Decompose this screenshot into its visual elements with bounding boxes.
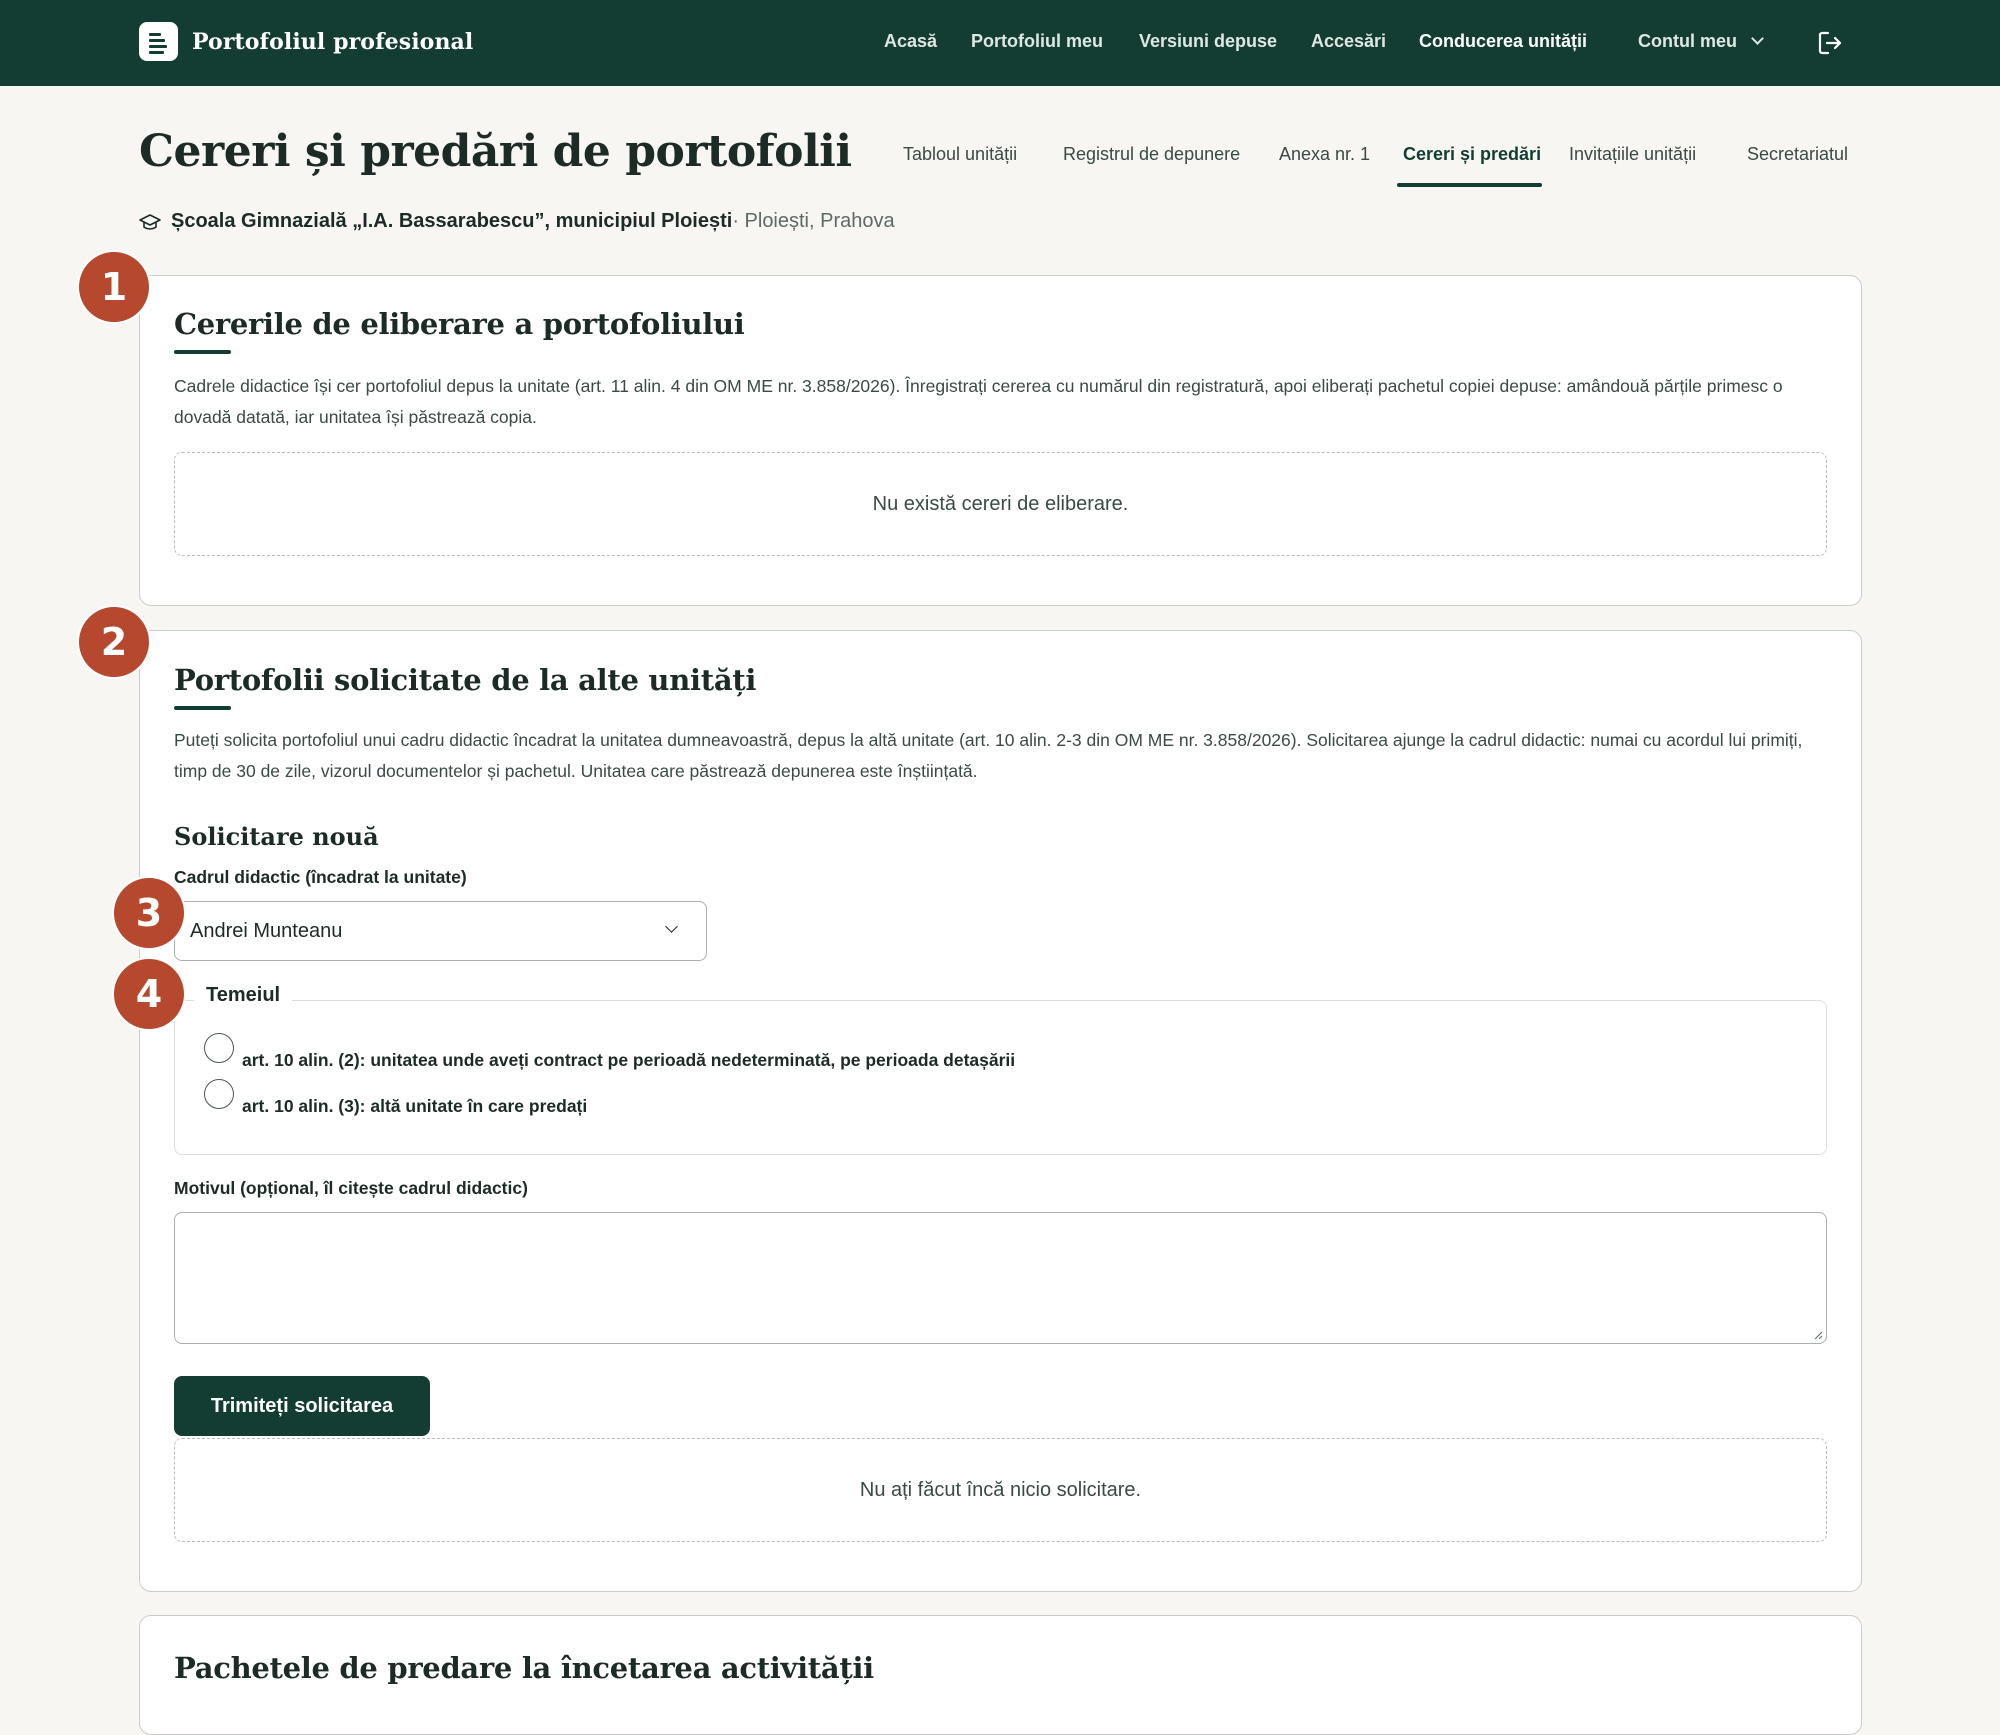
graduation-cap-icon (139, 213, 161, 231)
radio-label: art. 10 alin. (3): altă unitate în care predați (242, 1095, 588, 1116)
tab-requests-handovers[interactable]: Cereri și predări (1403, 144, 1542, 164)
document-icon (139, 22, 178, 61)
resize-grip-icon[interactable] (1813, 1330, 1823, 1340)
new-request-heading: Solicitare nouă (174, 822, 379, 851)
tab-submission-register[interactable]: Registrul de depunere (1063, 144, 1241, 164)
radio-button[interactable] (204, 1079, 234, 1109)
tab-secretariat[interactable]: Secretariatul (1747, 144, 1849, 164)
empty-state-text: Nu ați făcut încă nicio solicitare. (859, 1478, 1142, 1501)
teacher-label: Cadrul didactic (încadrat la unitate) (174, 867, 467, 887)
chevron-down-icon (1751, 32, 1764, 45)
portfolio-requests-title: Portofolii solicitate de la alte unități (174, 663, 757, 697)
release-requests-empty-state (174, 452, 1827, 556)
reason-textarea[interactable] (174, 1212, 1827, 1344)
nav-my-account[interactable] (1638, 31, 1762, 52)
page-title: Cereri și predări de portofolii (139, 126, 852, 177)
active-tab-indicator (1397, 183, 1542, 187)
brand[interactable] (139, 22, 473, 61)
top-navigation-bar (0, 0, 2000, 86)
tab-unit-invitations[interactable]: Invitațiile unității (1569, 144, 1697, 164)
step-badge: 1 (79, 252, 149, 322)
handover-packages-card (139, 1615, 1862, 1735)
step-badge: 2 (79, 607, 149, 677)
basis-option-art10-3[interactable] (204, 1085, 587, 1115)
nav-accesses[interactable]: Accesări (1311, 31, 1387, 51)
portfolio-requests-card (139, 630, 1862, 1592)
release-requests-title: Cererile de eliberare a portofoliului (174, 307, 745, 341)
basis-fieldset (174, 1000, 1827, 1155)
portfolio-requests-description: Puteți solicita portofoliul unui cadru didactic încadrat la unitatea dumneavoastră, depus la altă unitate (art. 10 alin. 2-3 din OM ME nr. 3.858/2026). Solicitarea ajunge la cadrul didactic: numai cu acordul lui primiți, timp de 30 de zile, vizorul documentelor și pachetul. Unitatea care păstrează depunerea este înștiințată. (174, 730, 1803, 781)
teacher-select-value: Andrei Munteanu (190, 919, 343, 942)
step-badge: 3 (114, 878, 184, 948)
logout-icon[interactable] (1816, 29, 1844, 57)
tab-annex-1[interactable]: Anexa nr. 1 (1279, 144, 1371, 164)
nav-home[interactable]: Acasă (884, 31, 938, 51)
handover-packages-title: Pachetele de predare la încetarea activității (174, 1651, 874, 1685)
release-requests-description: Cadrele didactice își cer portofoliul depus la unitate (art. 11 alin. 4 din OM ME nr. 3.858/2026). Înregistrați cererea cu numărul din registratură, apoi eliberați pachetul copiei depuse: amândouă părțile primesc o dovadă datată, iar unitatea își păstrează copia. (174, 376, 1783, 427)
title-underline (174, 706, 231, 710)
submit-request-button[interactable]: Trimiteți solicitarea (174, 1376, 430, 1436)
release-requests-card (139, 275, 1862, 606)
chevron-down-icon (665, 920, 678, 933)
basis-option-art10-2[interactable] (204, 1039, 1015, 1069)
nav-my-account-label: Contul meu (1638, 31, 1737, 51)
school-info (139, 210, 895, 233)
title-underline (174, 350, 231, 354)
basis-legend: Temeiul (194, 984, 292, 1007)
nav-unit-management[interactable]: Conducerea unității (1419, 31, 1588, 51)
radio-button[interactable] (204, 1033, 234, 1063)
requests-empty-state (174, 1438, 1827, 1542)
empty-state-text: Nu există cereri de eliberare. (872, 492, 1129, 515)
step-badge: 4 (114, 959, 184, 1029)
school-location: · Ploiești, Prahova (732, 210, 895, 232)
brand-name: Portofoliul profesional (192, 28, 474, 55)
radio-label: art. 10 alin. (2): unitatea unde aveți contract pe perioadă nedeterminată, pe perioada detașării (242, 1049, 1016, 1070)
nav-submitted-versions[interactable]: Versiuni depuse (1139, 31, 1278, 51)
nav-my-portfolio[interactable]: Portofoliul meu (971, 31, 1103, 51)
tab-unit-dashboard[interactable]: Tabloul unității (903, 144, 1018, 164)
school-name: Școala Gimnazială „I.A. Bassarabescu”, municipiul Ploiești (171, 210, 733, 232)
teacher-select[interactable] (174, 901, 707, 961)
reason-label: Motivul (opțional, îl citește cadrul didactic) (174, 1178, 528, 1198)
